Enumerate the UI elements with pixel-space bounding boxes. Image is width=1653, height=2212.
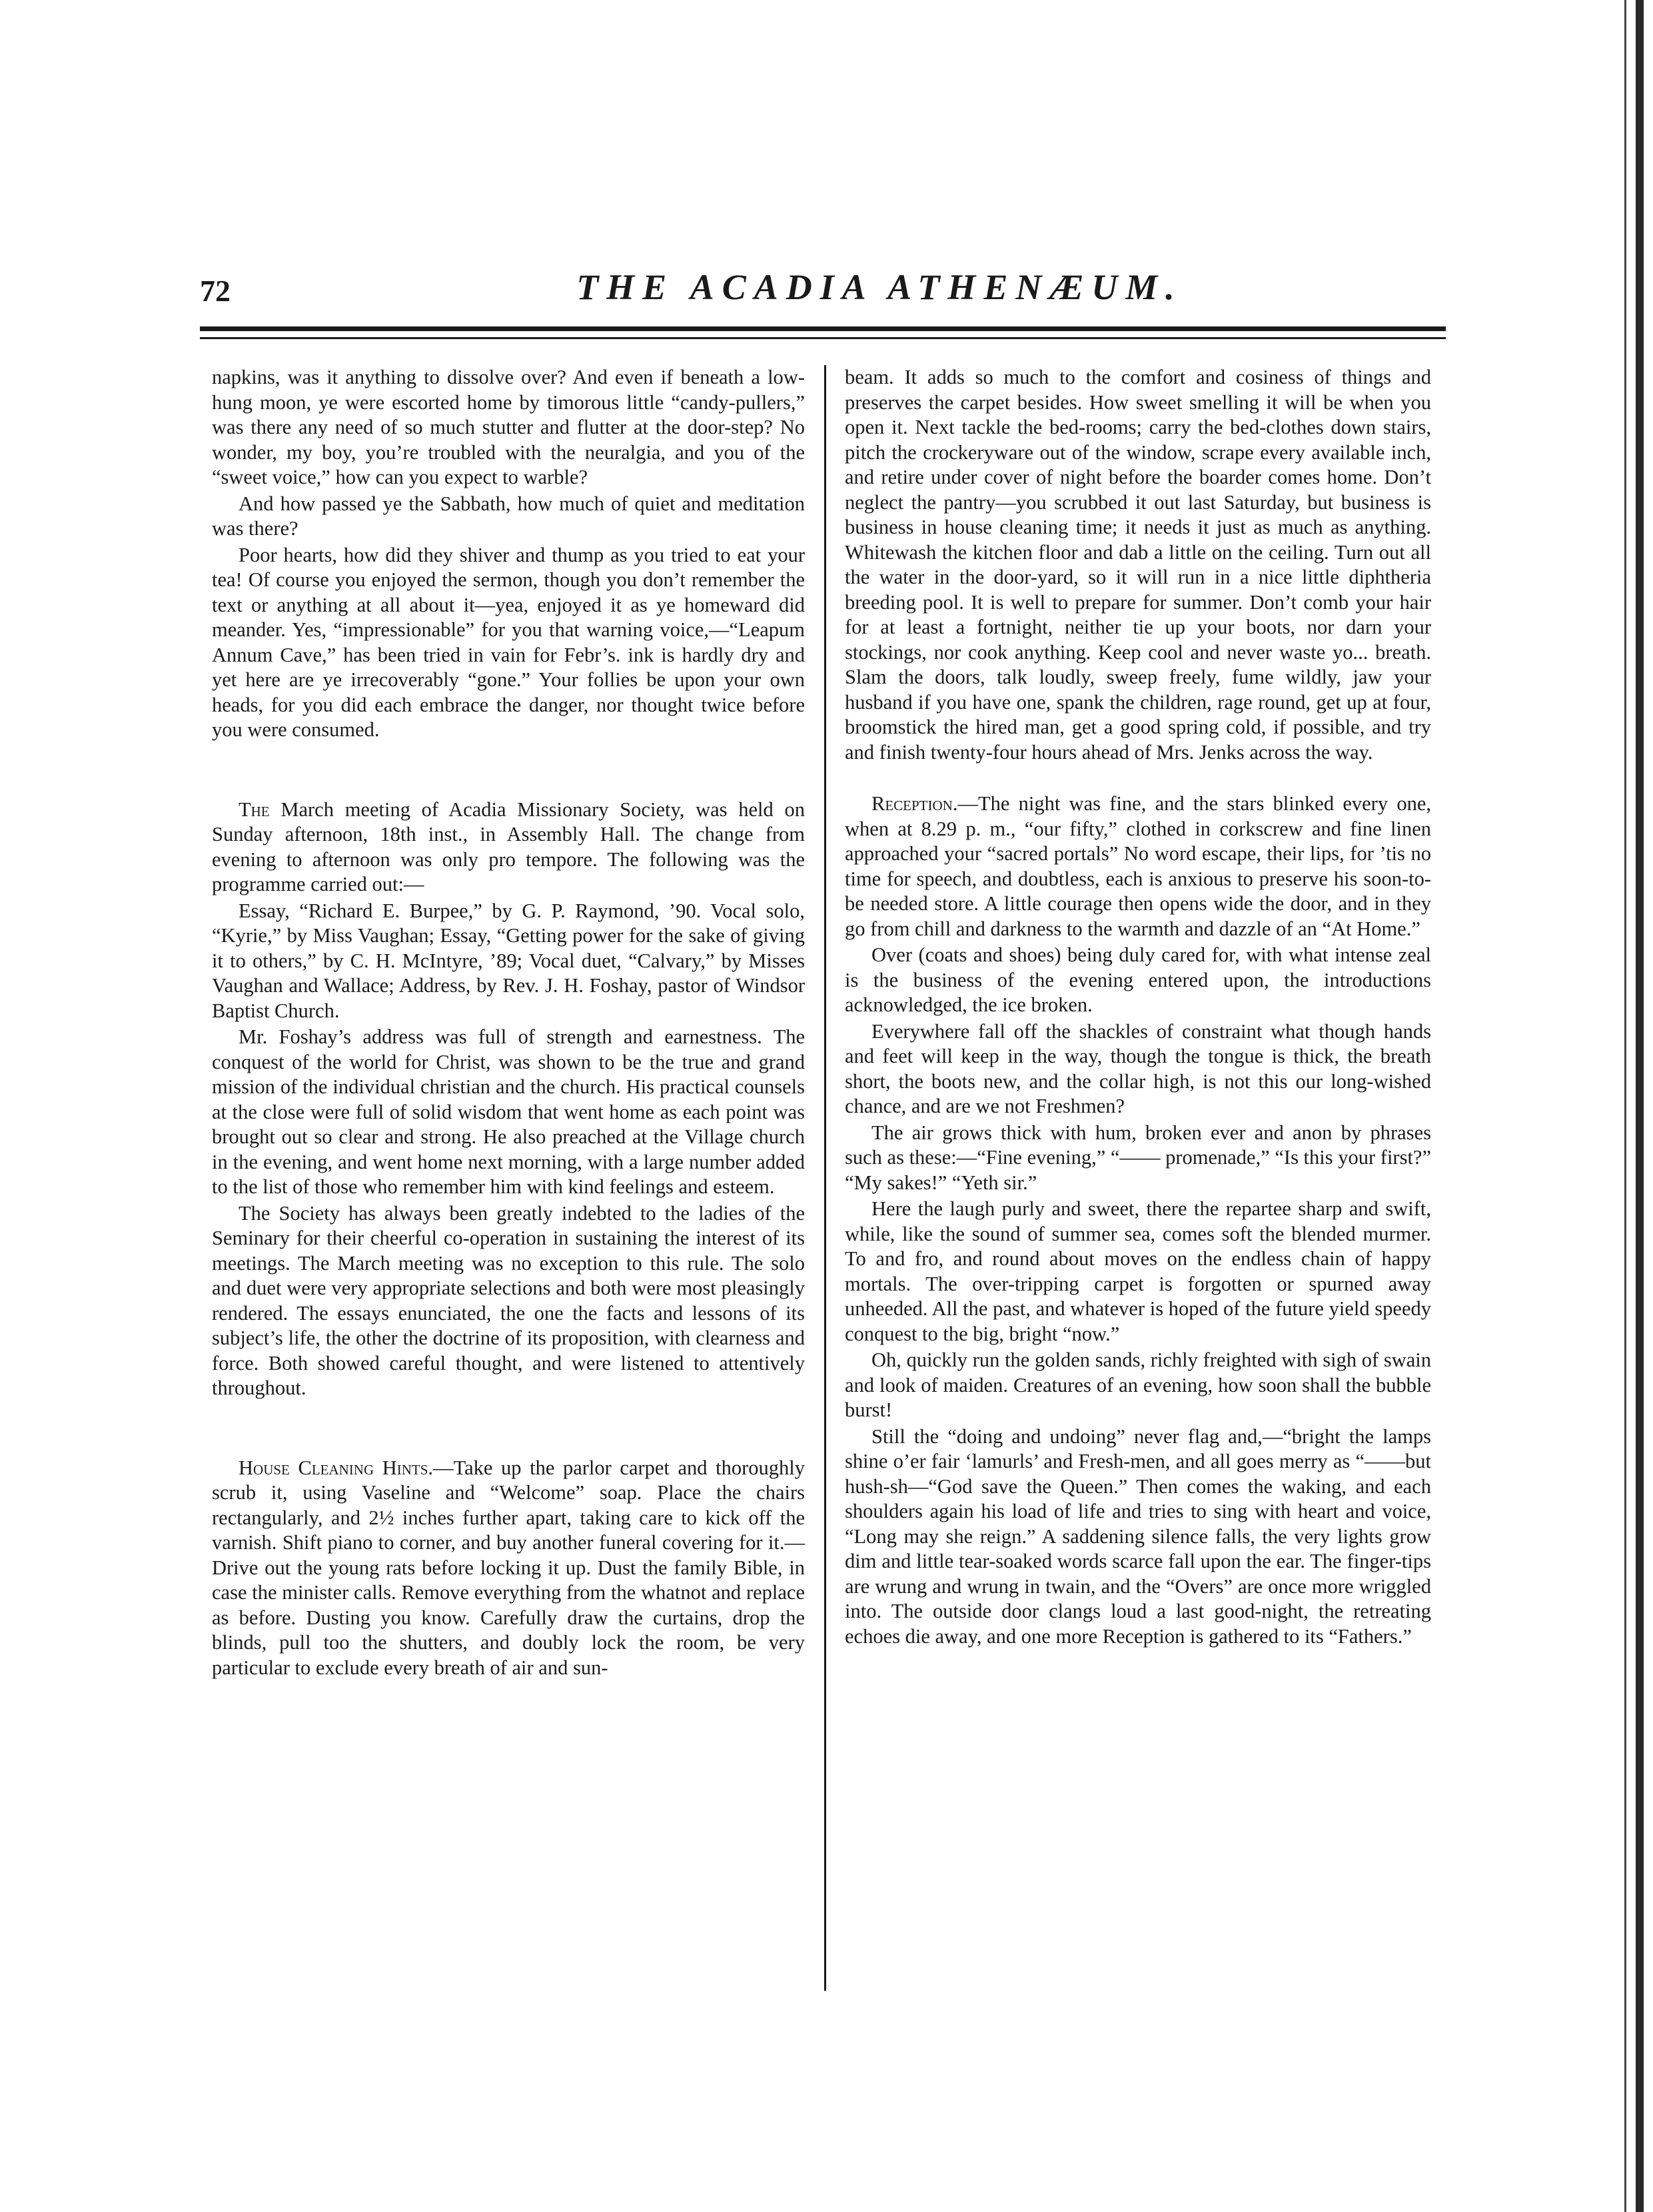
paragraph: And how passed ye the Sabbath, how much of quiet and meditation was there? bbox=[212, 492, 805, 540]
paragraph: The air grows thick with hum, broken ever and anon by phrases such as these:—“Fine evening,” “—— promenade,” “Is this your first?” “My sakes!” “Yeth sir.” bbox=[845, 1121, 1431, 1194]
page-edge-line bbox=[1624, 0, 1626, 2212]
paragraph-text: —The night was fine, and the stars blinked every one, when at 8.29 p. m., “our fifty,” clothed in corkscrew and fine linen approached your “sacred portals” No word escape, their lips, for ’tis no time for speech, and doubtless, each is anxious to preserve his soon-to-be needed store. A little courage then opens wide the door, and in they go from chill and darkness to the warmth and dazzle of an “At Home.” bbox=[845, 792, 1431, 940]
paragraph: Poor hearts, how did they shiver and thump as you tried to eat your tea! Of course you enjoyed the sermon, though you don’t remember the text or anything at all about it—yea, enjoyed it as ye homeward did meander. Yes, “impressionable” for you that warning voice,—“Leapum Annum Cave,” has been tried in vain for Febr’s. ink is hardly dry and yet here are ye irrecoverably “gone.” Your follies be upon your own heads, for you did each embrace the danger, nor thought twice before you were consumed. bbox=[212, 543, 805, 741]
paragraph bbox=[212, 1456, 805, 1681]
header-rule-thick bbox=[200, 326, 1446, 331]
column-divider bbox=[824, 365, 826, 1991]
paragraph: The Society has always been greatly indebted to the ladies of the Seminary for their cheerful co-operation in sustaining the interest of its meetings. The March meeting was no exception to this rule. The solo and duet were very appropriate selections and both were most pleasingly rendered. The essays enunciated, the one the facts and lessons of its subject’s life, the other the doctrine of its proposition, with clearness and force. Both showed careful thought, and were listened to attentively throughout. bbox=[212, 1201, 805, 1399]
paragraph-text: —Take up the parlor carpet and thoroughly scrub it, using Vaseline and “Welcome” soap. Place the chairs rectangularly, and 2½ inches further apart, taking care to kick off the varnish. Shift piano to corner, and buy another funeral covering for it.—Drive out the young rats before locking it up. Dust the family Bible, in case the minister calls. Remove everything from the whatnot and replace as before. Dusting you know. Carefully draw the curtains, drop the blinds, pull too the shutters, and doubly lock the room, be very particular to exclude every breath of air and sun- bbox=[212, 1456, 806, 1679]
header-rule-thin bbox=[200, 337, 1446, 339]
paragraph: Oh, quickly run the golden sands, richly freighted with sigh of swain and look of maiden. Creatures of an evening, how soon shall the bubble burst! bbox=[845, 1349, 1431, 1421]
paragraph: Here the laugh purly and sweet, there the repartee sharp and swift, while, like the sound of summer sea, comes soft the blended murmer. To and fro, and round about moves on the endless chain of happy mortals. The over-tripping carpet is forgotten or spurned away unheeded. All the past, and whatever is hoped of the future yield speedy conquest to the big, bright “now.” bbox=[845, 1197, 1431, 1345]
paragraph: Over (coats and shoes) being duly cared for, with what intense zeal is the business of the evening entered upon, the introductions acknowledged, the ice broken. bbox=[845, 943, 1431, 1016]
section-heading: Reception. bbox=[871, 792, 958, 815]
paragraph: beam. It adds so much to the comfort and cosiness of things and preserves the carpet besides. How sweet smelling it will be when you open it. Next tackle the bed-rooms; carry the bed-clothes down stairs, pitch the crockeryware out of the window, scrape every available inch, and retire under cover of night before the boarder comes home. Don’t neglect the pantry—you scrubbed it out last Saturday, but business is business in house cleaning time; it needs it just as much as anything. Whitewash the kitchen floor and dab a little on the ceiling. Turn out all the water in the door-yard, so it will run in a nice little diphtheria breeding pool. It is well to prepare for summer. Don’t comb your hair for at least a fortnight, neither tie up your boots, nor darn your stockings, nor cook anything. Keep cool and never waste yo... breath. Slam the doors, talk loudly, sweep freely, fume wildly, jaw your husband if you have one, spank the children, rage round, get up at four, broomstick the hired man, get a good spring cold, if possible, and try and finish twenty-four hours ahead of Mrs. Jenks across the way. bbox=[845, 366, 1431, 764]
paragraph-text: March meeting of Acadia Missionary Society, was held on Sunday afternoon, 18th inst., in Assembly Hall. The change from evening to afternoon was only pro tempore. The following was the programme carried out:— bbox=[212, 798, 805, 895]
lead-word: The bbox=[239, 798, 270, 821]
paragraph: Mr. Foshay’s address was full of strength and earnestness. The conquest of the world for Christ, was shown to be the true and grand mission of the individual christian and the church. His practical counsels at the close were full of solid wisdom that went home as each point was brought out so clear and strong. He also preached at the Village church in the evening, and went home next morning, with a large number added to the list of those who remember him with kind feelings and esteem. bbox=[212, 1025, 805, 1198]
paragraph bbox=[212, 798, 805, 897]
paragraph bbox=[845, 792, 1431, 941]
paragraph: Everywhere fall off the shackles of constraint what though hands and feet will keep in the way, though the tongue is thick, the breath short, the boots new, and the collar high, is not this our long-wished chance, and are we not Freshmen? bbox=[845, 1019, 1431, 1117]
paragraph: Essay, “Richard E. Burpee,” by G. P. Raymond, ’90. Vocal solo, “Kyrie,” by Miss Vaughan; Essay, “Getting power for the sake of giving it to others,” by C. H. McIntyre, ’89; Vocal duet, “Calvary,” by Misses Vaughan and Wallace; Address, by Rev. J. H. Foshay, pastor of Windsor Baptist Church. bbox=[212, 899, 805, 1022]
page-number: 72 bbox=[200, 274, 231, 308]
paragraph: napkins, was it anything to dissolve over? And even if beneath a low-hung moon, ye were escorted home by timorous little “candy-pullers,” was there any need of so much stutter and flutter at the door-step? No wonder, my boy, you’re troubled with the neuralgia, and you of the “sweet voice,” how can you expect to warble? bbox=[212, 366, 805, 488]
running-title: THE ACADIA ATHENÆUM. bbox=[576, 267, 1183, 307]
page-edge-shadow bbox=[1636, 0, 1644, 2212]
section-heading: House Cleaning Hints. bbox=[239, 1456, 434, 1479]
right-column bbox=[845, 365, 1431, 1650]
left-column bbox=[212, 365, 805, 1682]
paragraph: Still the “doing and undoing” never flag and,—“bright the lamps shine o’er fair ‘lamurls’ and Fresh-men, and all goes merry as “——but hush-sh—“God save the Queen.” Then comes the waking, and each shoulders again his load of life and tries to sing with heart and voice, “Long may she reign.” A saddening silence falls, the very lights grow dim and little tear-soaked words scarce fall upon the ear. The finger-tips are wrung and wrung in twain, and the “Overs” are once more wriggled into. The outside door clangs loud a last good-night, the retreating echoes die away, and one more Reception is gathered to its “Fathers.” bbox=[845, 1424, 1431, 1648]
